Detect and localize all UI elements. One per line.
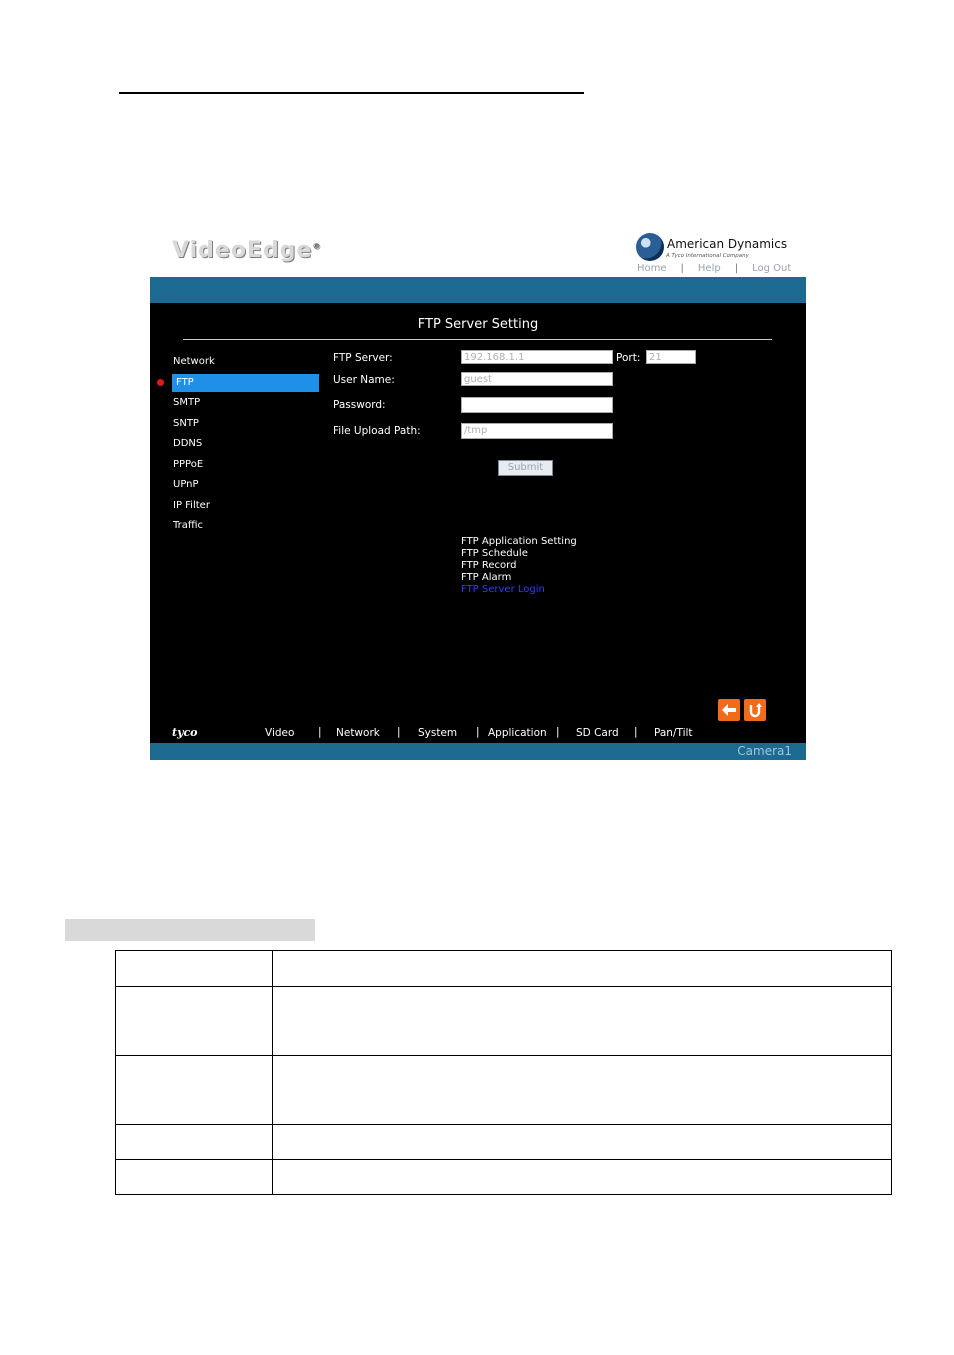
sidebar-item-upnp[interactable]: UPnP bbox=[173, 479, 199, 490]
footer-network-link[interactable]: Network bbox=[336, 727, 380, 739]
sidebar-item-traffic[interactable]: Traffic bbox=[173, 520, 204, 531]
table-cell bbox=[273, 1160, 892, 1195]
top-rule bbox=[119, 92, 584, 94]
sidebar-item-ftp[interactable]: FTP bbox=[172, 374, 319, 392]
ftp-server-input[interactable]: 192.168.1.1 bbox=[461, 350, 613, 364]
table-row bbox=[116, 987, 892, 1056]
videoedge-logo: VideoEdge® bbox=[172, 238, 322, 263]
description-table bbox=[115, 950, 892, 1195]
ftp-related-links bbox=[461, 536, 577, 596]
top-links bbox=[637, 263, 791, 274]
section-heading-bar bbox=[65, 919, 315, 941]
footer-application-link[interactable]: Application bbox=[488, 727, 547, 739]
table-cell bbox=[273, 1056, 892, 1125]
header-banner bbox=[150, 277, 806, 303]
table-cell bbox=[116, 1056, 273, 1125]
footer-separator: | bbox=[634, 726, 638, 738]
table-row bbox=[116, 951, 892, 987]
link-ftp-alarm[interactable]: FTP Alarm bbox=[461, 572, 512, 583]
refresh-button[interactable] bbox=[744, 699, 766, 721]
sidebar-item-sntp[interactable]: SNTP bbox=[173, 417, 199, 429]
footer-system-link[interactable]: System bbox=[418, 727, 458, 739]
table-cell bbox=[273, 951, 892, 987]
sidebar-item-smtp[interactable]: SMTP bbox=[173, 397, 201, 408]
company-tagline: A Tyco International Company bbox=[666, 253, 749, 259]
link-ftp-record[interactable]: FTP Record bbox=[461, 560, 517, 571]
table-cell bbox=[273, 987, 892, 1056]
american-dynamics-globe-icon bbox=[636, 233, 664, 261]
user-name-label: User Name: bbox=[333, 374, 395, 386]
active-indicator-dot bbox=[157, 379, 164, 386]
table-row bbox=[116, 1160, 892, 1195]
table-cell bbox=[116, 1125, 273, 1160]
table-cell bbox=[116, 1160, 273, 1195]
top-link-separator: | bbox=[680, 263, 684, 274]
table-row bbox=[116, 1056, 892, 1125]
sidebar-nav bbox=[172, 352, 322, 537]
upload-path-label: File Upload Path: bbox=[333, 425, 421, 437]
footer-separator: | bbox=[476, 726, 480, 738]
password-label: Password: bbox=[333, 399, 386, 411]
help-link[interactable]: Help bbox=[697, 263, 721, 274]
footer-nav bbox=[150, 725, 806, 741]
home-link[interactable]: Home bbox=[637, 263, 667, 274]
logout-link[interactable]: Log Out bbox=[752, 263, 792, 274]
sidebar-item-network[interactable]: Network bbox=[173, 356, 215, 367]
footer-pan-tilt-link[interactable]: Pan/Tilt bbox=[654, 727, 693, 739]
footer-sd-card-link[interactable]: SD Card bbox=[576, 727, 619, 739]
company-name: American Dynamics bbox=[667, 237, 788, 251]
title-divider bbox=[183, 339, 772, 340]
footer-separator: | bbox=[397, 726, 401, 738]
footer-separator: | bbox=[318, 726, 322, 738]
arrow-left-icon bbox=[718, 699, 740, 721]
table-cell bbox=[116, 987, 273, 1056]
sidebar-item-ddns[interactable]: DDNS bbox=[173, 438, 203, 449]
top-link-separator: | bbox=[734, 263, 739, 274]
sidebar-item-pppoe[interactable]: PPPoE bbox=[173, 458, 204, 470]
footer-video-link[interactable]: Video bbox=[265, 727, 295, 739]
ftp-server-label: FTP Server: bbox=[333, 352, 393, 364]
back-button[interactable] bbox=[718, 699, 740, 721]
status-bar bbox=[150, 743, 806, 760]
main-panel bbox=[150, 303, 806, 743]
refresh-icon bbox=[744, 699, 766, 721]
table-cell bbox=[116, 951, 273, 987]
link-ftp-server-login[interactable]: FTP Server Login bbox=[461, 584, 545, 595]
table-cell bbox=[273, 1125, 892, 1160]
link-ftp-schedule[interactable]: FTP Schedule bbox=[461, 548, 528, 559]
link-ftp-application-setting[interactable]: FTP Application Setting bbox=[461, 536, 577, 547]
table-row bbox=[116, 1125, 892, 1160]
camera-name: Camera1 bbox=[737, 744, 792, 758]
user-name-input[interactable]: guest bbox=[461, 372, 613, 386]
password-input[interactable] bbox=[461, 397, 613, 413]
port-input[interactable]: 21 bbox=[646, 350, 696, 364]
port-label: Port: bbox=[616, 352, 641, 364]
tyco-logo: tyco bbox=[172, 726, 198, 739]
footer-separator: | bbox=[556, 726, 560, 738]
upload-path-input[interactable]: /tmp bbox=[461, 423, 613, 439]
submit-button[interactable]: Submit bbox=[498, 460, 553, 476]
sidebar-item-ip-filter[interactable]: IP Filter bbox=[173, 499, 210, 511]
page-title: FTP Server Setting bbox=[417, 317, 539, 332]
